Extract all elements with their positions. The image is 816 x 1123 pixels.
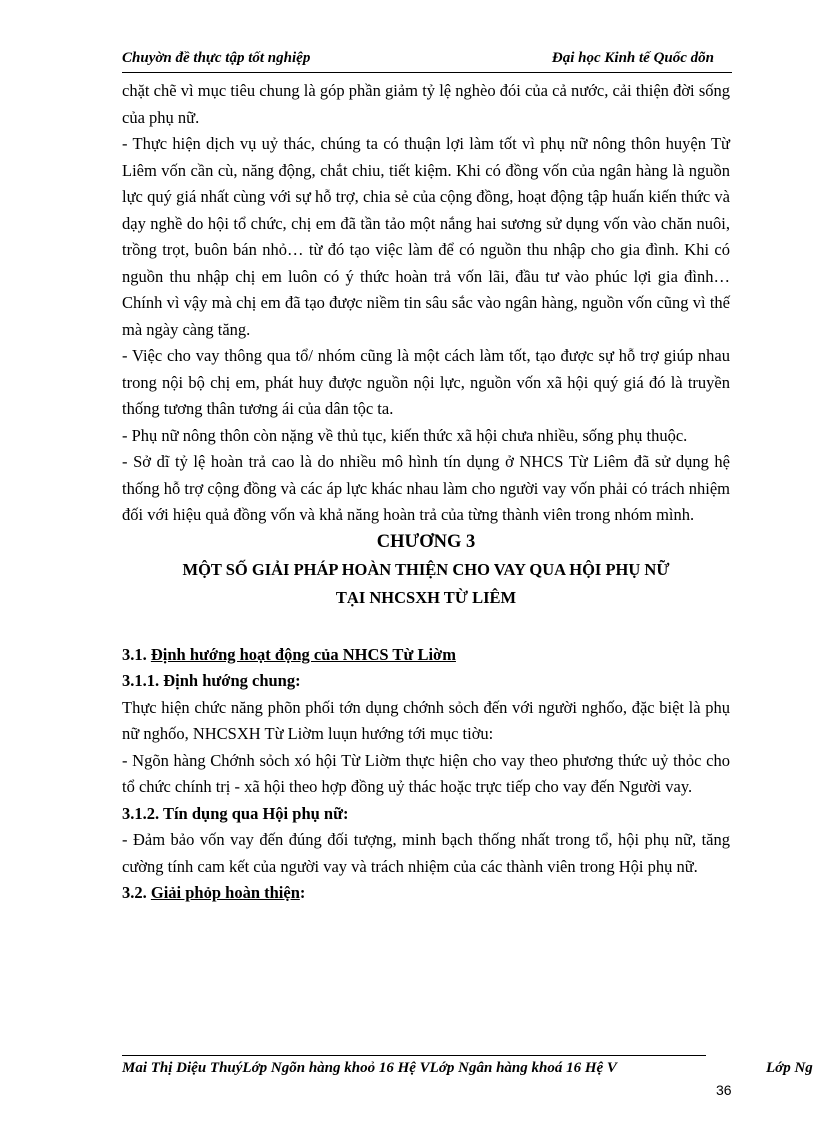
paragraph: - Ngõn hàng Chớnh sỏch xó hội Từ Liờm thực hiện cho vay theo phương thức uỷ thỏc cho tổ chức chính trị - xã hội theo hợp đồng uỷ thác hoặc trực tiếp cho vay đến Người vay. [122, 750, 730, 796]
paragraph: - Thực hiện dịch vụ uỷ thác, chúng ta có thuận lợi làm tốt vì phụ nữ nông thôn huyện Từ Liêm vốn cần cù, năng động, chắt chiu, tiết kiệm. Khi có đồng vốn của ngân hàng là nguồn lực quý giá nhất cùng với sự hỗ trợ, chia sẻ của cộng đồng, hoạt động tập huấn kiến thức và dạy nghề do hội tổ chức, chị em đã tần tảo một nắng hai sương sử dụng vốn vào chăn nuôi, trồng trọt, buôn bán nhỏ… từ đó tạo việc làm để có nguồn thu nhập cho gia đình. Khi có nguồn thu nhập chị em luôn có ý thức hoàn trả vốn lãi, đầu tư vào phúc lợi gia đình… Chính vì vậy mà chị em đã tạo được niềm tin sâu sắc vào ngân hàng, nguồn vốn cũng vì thế mà ngày càng tăng. [122, 134, 730, 339]
section-title: Giải phỏp hoàn thiện [150, 883, 300, 902]
paragraph: - Phụ nữ nông thôn còn nặng về thủ tục, kiến thức xã hội chưa nhiều, sống phụ thuộc. [122, 425, 688, 445]
chapter-number: CHƯƠNG 3 [376, 531, 476, 552]
section-number: 3.2. [122, 883, 151, 902]
section-number: 3.1. [122, 644, 151, 664]
chapter-title-line-2: TẠI NHCSXH TỪ LIÊM [335, 587, 517, 607]
header-left-title: Chuyờn đề thực tập tốt nghiệp [122, 50, 311, 66]
paragraph: - Việc cho vay thông qua tổ/ nhóm cũng là một cách làm tốt, tạo được sự hỗ trợ giúp nhau trong nội bộ chị em, phát huy được nguồn nội lực, nguồn vốn xã hội quý giá đó là truyền thống tương thân tương ái của dân tộc ta. [122, 346, 730, 418]
spacer [122, 612, 730, 642]
chapter-title-line-1: MỘT SỐ GIẢI PHÁP HOÀN THIỆN CHO VAY QUA HỘI PHỤ NỮ [182, 559, 670, 579]
page-number: 36 [716, 1082, 732, 1098]
section-3-2-heading [122, 880, 730, 907]
page-header [122, 50, 732, 73]
footer-right: Lớp Ng [766, 1060, 813, 1076]
section-3-1-heading [122, 642, 730, 669]
section-colon: : [299, 883, 306, 902]
section-3-1-2-heading: 3.1.2. Tín dụng qua Hội phụ nữ: [122, 803, 349, 823]
section-3-1-1-heading: 3.1.1. Định hướng chung: [122, 671, 301, 690]
section-title: Định hướng hoạt động của NHCS Từ Liờm [150, 644, 456, 664]
page-body [122, 78, 730, 907]
paragraph: - Sở dĩ tỷ lệ hoàn trả cao là do nhiều mô hình tín dụng ở NHCS Từ Liêm đã sử dụng hệ thống hỗ trợ cộng đồng và các áp lực khác nhau làm cho người vay vốn phải có trách nhiệm đối với hiệu quả đồng vốn và khả năng hoàn trả của từng thành viên trong nhóm mình. [122, 452, 730, 524]
paragraph: Thực hiện chức năng phõn phối tớn dụng chớnh sỏch đến với người nghốo, đặc biệt là phụ nữ nghốo, NHCSXH Từ Liờm luụn hướng tới mục tiờu: [122, 697, 730, 743]
paragraph: - Đảm bảo vốn vay đến đúng đối tượng, minh bạch thống nhất trong tổ, hội phụ nữ, tăng cường tính cam kết của người vay và trách nhiệm của các thành viên trong Hội phụ nữ. [122, 830, 730, 876]
paragraph: chặt chẽ vì mục tiêu chung là góp phần giảm tỷ lệ nghèo đói của cả nước, cải thiện đời sống của phụ nữ. [122, 81, 730, 127]
footer-author: Mai Thị Diệu ThuýLớp Ngõn hàng khoỏ 16 Hệ VLớp Ngân hàng khoá 16 Hệ V [122, 1060, 617, 1076]
footer-divider [122, 1055, 706, 1056]
header-right-title: Đại học Kinh tế Quốc dõn [551, 50, 714, 66]
